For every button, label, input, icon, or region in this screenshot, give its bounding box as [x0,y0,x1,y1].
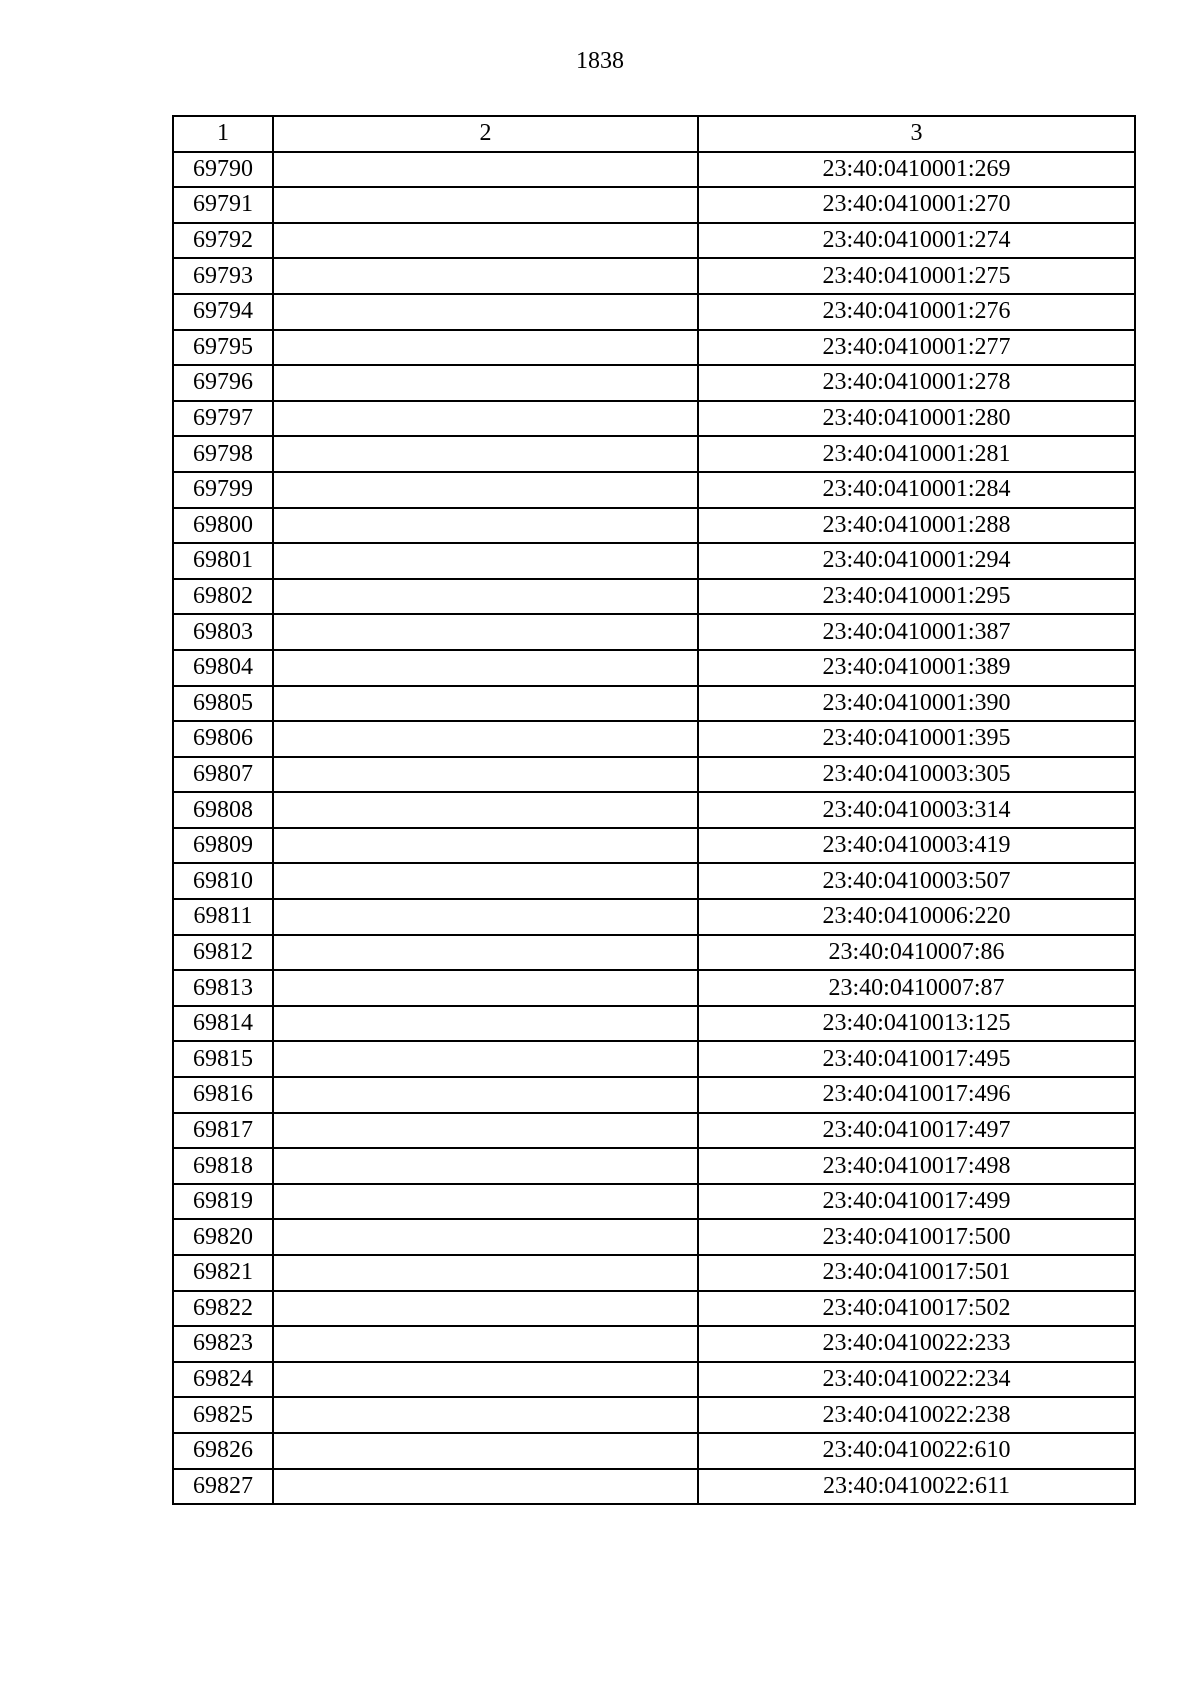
cadastral-number-cell: 23:40:0410001:390 [698,686,1135,722]
cadastral-number-cell: 23:40:0410001:389 [698,650,1135,686]
cadastral-number-cell: 23:40:0410001:278 [698,365,1135,401]
cadastral-number-cell: 23:40:0410001:387 [698,614,1135,650]
cadastral-number-cell: 23:40:0410003:419 [698,828,1135,864]
cadastral-number-cell: 23:40:0410017:501 [698,1255,1135,1291]
row-number-cell: 69790 [173,152,273,188]
cadastral-number-cell: 23:40:0410003:507 [698,863,1135,899]
table-row [173,935,1135,971]
description-cell [273,686,698,722]
description-cell [273,863,698,899]
description-cell [273,721,698,757]
cadastral-number-cell: 23:40:0410017:495 [698,1041,1135,1077]
description-cell [273,436,698,472]
table-row [173,1184,1135,1220]
row-number-cell: 69816 [173,1077,273,1113]
table-row [173,1041,1135,1077]
table-row [173,223,1135,259]
row-number-cell: 69792 [173,223,273,259]
description-cell [273,472,698,508]
row-number-cell: 69806 [173,721,273,757]
table-row [173,294,1135,330]
column-header-3: 3 [698,116,1135,152]
description-cell [273,1006,698,1042]
table-row [173,650,1135,686]
description-cell [273,757,698,793]
table-row [173,1148,1135,1184]
description-cell [273,579,698,615]
table-row [173,1326,1135,1362]
description-cell [273,223,698,259]
table-row [173,152,1135,188]
cadastral-number-cell: 23:40:0410001:281 [698,436,1135,472]
description-cell [273,1362,698,1398]
description-cell [273,330,698,366]
row-number-cell: 69824 [173,1362,273,1398]
table-row [173,508,1135,544]
column-header-1: 1 [173,116,273,152]
row-number-cell: 69798 [173,436,273,472]
row-number-cell: 69827 [173,1469,273,1505]
cadastral-number-cell: 23:40:0410001:275 [698,258,1135,294]
row-number-cell: 69819 [173,1184,273,1220]
table-row [173,828,1135,864]
description-cell [273,294,698,330]
row-number-cell: 69815 [173,1041,273,1077]
table-row [173,792,1135,828]
description-cell [273,828,698,864]
row-number-cell: 69799 [173,472,273,508]
row-number-cell: 69817 [173,1113,273,1149]
table-row [173,187,1135,223]
table-row [173,1255,1135,1291]
row-number-cell: 69821 [173,1255,273,1291]
cadastral-number-cell: 23:40:0410001:269 [698,152,1135,188]
cadastral-number-cell: 23:40:0410001:276 [698,294,1135,330]
row-number-cell: 69797 [173,401,273,437]
cadastral-number-cell: 23:40:0410003:314 [698,792,1135,828]
cadastral-number-cell: 23:40:0410003:305 [698,757,1135,793]
table-row [173,1219,1135,1255]
table-row [173,436,1135,472]
row-number-cell: 69813 [173,970,273,1006]
row-number-cell: 69791 [173,187,273,223]
table-row [173,579,1135,615]
cadastral-number-cell: 23:40:0410001:270 [698,187,1135,223]
description-cell [273,401,698,437]
row-number-cell: 69820 [173,1219,273,1255]
row-number-cell: 69808 [173,792,273,828]
column-header-2: 2 [273,116,698,152]
row-number-cell: 69811 [173,899,273,935]
cadastral-number-cell: 23:40:0410006:220 [698,899,1135,935]
description-cell [273,650,698,686]
description-cell [273,792,698,828]
cadastral-number-cell: 23:40:0410007:87 [698,970,1135,1006]
table-row [173,472,1135,508]
row-number-cell: 69794 [173,294,273,330]
table-row [173,863,1135,899]
row-number-cell: 69810 [173,863,273,899]
cadastral-number-cell: 23:40:0410001:284 [698,472,1135,508]
table-row [173,970,1135,1006]
cadastral-number-cell: 23:40:0410017:496 [698,1077,1135,1113]
table-row [173,1397,1135,1433]
table-row [173,1077,1135,1113]
row-number-cell: 69825 [173,1397,273,1433]
description-cell [273,1077,698,1113]
row-number-cell: 69809 [173,828,273,864]
row-number-cell: 69818 [173,1148,273,1184]
description-cell [273,187,698,223]
description-cell [273,614,698,650]
table-row [173,721,1135,757]
table-row [173,1291,1135,1327]
table-row [173,401,1135,437]
row-number-cell: 69814 [173,1006,273,1042]
row-number-cell: 69796 [173,365,273,401]
cadastral-number-cell: 23:40:0410017:499 [698,1184,1135,1220]
description-cell [273,1326,698,1362]
description-cell [273,365,698,401]
description-cell [273,935,698,971]
page-number: 1838 [576,48,624,74]
cadastral-number-cell: 23:40:0410001:294 [698,543,1135,579]
table-row [173,1006,1135,1042]
table-row [173,330,1135,366]
description-cell [273,152,698,188]
cadastral-number-cell: 23:40:0410017:498 [698,1148,1135,1184]
cadastral-number-cell: 23:40:0410022:234 [698,1362,1135,1398]
cadastral-number-cell: 23:40:0410017:497 [698,1113,1135,1149]
description-cell [273,1148,698,1184]
table-row [173,1362,1135,1398]
cadastral-number-cell: 23:40:0410001:395 [698,721,1135,757]
row-number-cell: 69805 [173,686,273,722]
cadastral-number-cell: 23:40:0410013:125 [698,1006,1135,1042]
table-row [173,686,1135,722]
row-number-cell: 69801 [173,543,273,579]
cadastral-number-cell: 23:40:0410022:238 [698,1397,1135,1433]
description-cell [273,543,698,579]
cadastral-number-cell: 23:40:0410017:500 [698,1219,1135,1255]
description-cell [273,899,698,935]
description-cell [273,1219,698,1255]
description-cell [273,1041,698,1077]
description-cell [273,1397,698,1433]
cadastral-number-cell: 23:40:0410001:295 [698,579,1135,615]
description-cell [273,508,698,544]
row-number-cell: 69795 [173,330,273,366]
cadastral-number-cell: 23:40:0410001:288 [698,508,1135,544]
description-cell [273,1255,698,1291]
table-row [173,757,1135,793]
description-cell [273,970,698,1006]
row-number-cell: 69802 [173,579,273,615]
table-row [173,614,1135,650]
cadastral-number-cell: 23:40:0410022:611 [698,1469,1135,1505]
table-row [173,1469,1135,1505]
row-number-cell: 69803 [173,614,273,650]
table-row [173,899,1135,935]
description-cell [273,1113,698,1149]
row-number-cell: 69800 [173,508,273,544]
row-number-cell: 69822 [173,1291,273,1327]
cadastral-number-cell: 23:40:0410022:233 [698,1326,1135,1362]
cadastral-number-cell: 23:40:0410017:502 [698,1291,1135,1327]
table-body [173,152,1135,1505]
row-number-cell: 69826 [173,1433,273,1469]
table-row [173,1433,1135,1469]
cadastral-number-cell: 23:40:0410001:274 [698,223,1135,259]
row-number-cell: 69804 [173,650,273,686]
header-row [173,116,1135,152]
cadastral-number-cell: 23:40:0410001:280 [698,401,1135,437]
cadastral-number-cell: 23:40:0410001:277 [698,330,1135,366]
cadastral-number-cell: 23:40:0410022:610 [698,1433,1135,1469]
row-number-cell: 69807 [173,757,273,793]
description-cell [273,1184,698,1220]
table-header [173,116,1135,152]
row-number-cell: 69823 [173,1326,273,1362]
table-row [173,543,1135,579]
row-number-cell: 69812 [173,935,273,971]
row-number-cell: 69793 [173,258,273,294]
table-row [173,365,1135,401]
cadastral-table [172,115,1136,1505]
description-cell [273,258,698,294]
description-cell [273,1469,698,1505]
description-cell [273,1291,698,1327]
table-row [173,258,1135,294]
table-row [173,1113,1135,1149]
cadastral-number-cell: 23:40:0410007:86 [698,935,1135,971]
description-cell [273,1433,698,1469]
